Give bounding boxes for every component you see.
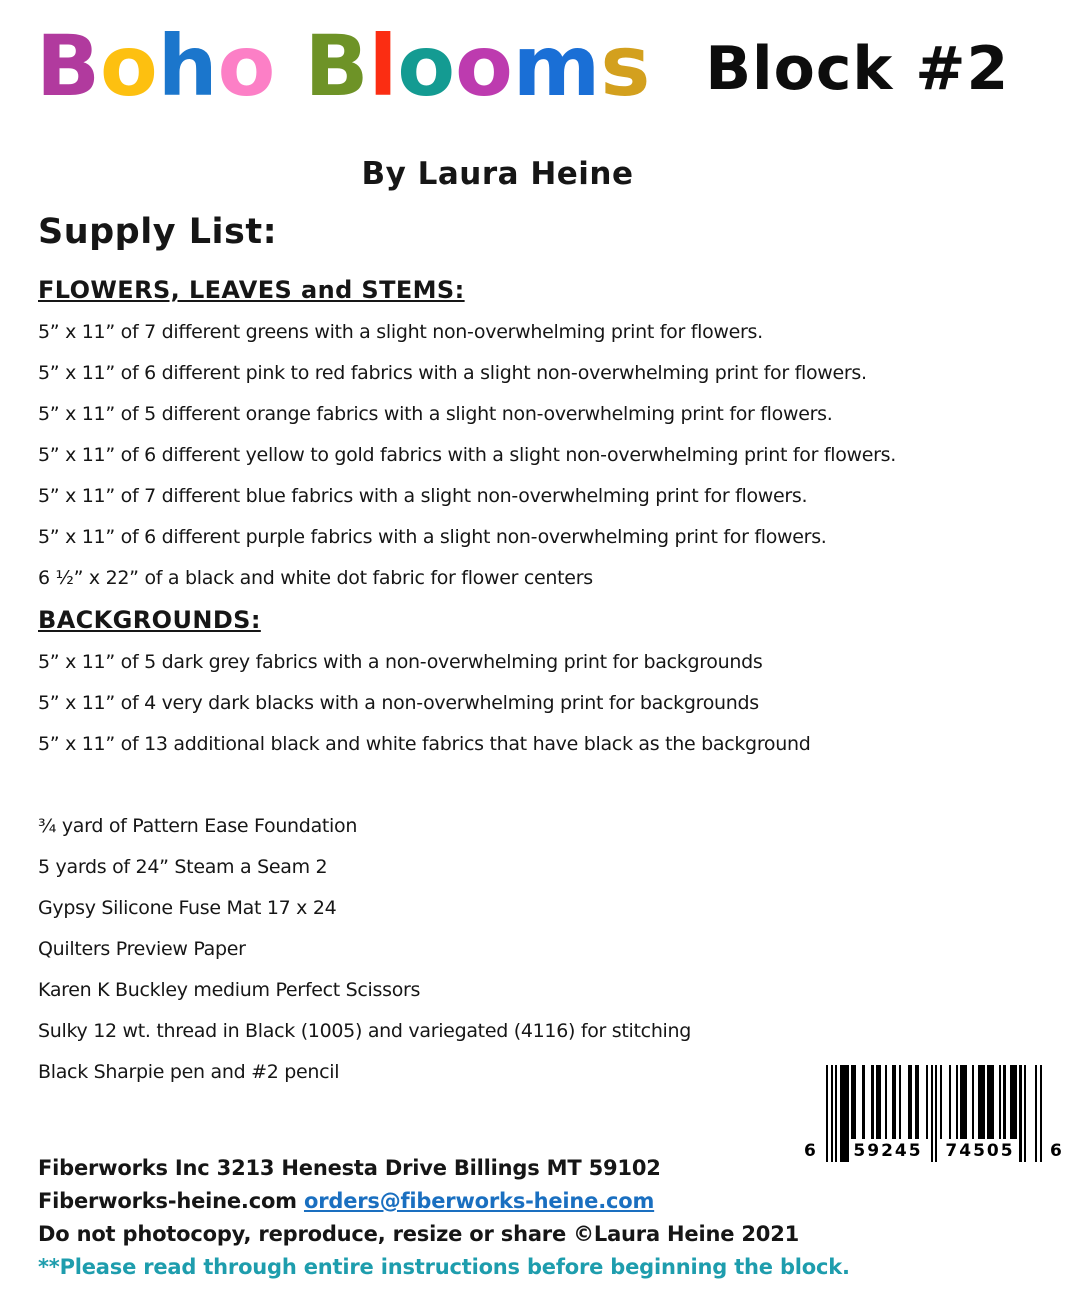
- barcode-bar: [892, 1065, 897, 1139]
- supply-item: 5” x 11” of 6 different yellow to gold fabrics with a slight non-overwhelming print for flowers.: [38, 444, 897, 466]
- supply-item: 5” x 11” of 6 different purple fabrics with a slight non-overwhelming print for flowers.: [38, 526, 827, 548]
- flowers-item-list: [38, 321, 896, 590]
- footer-address: Fiberworks Inc 3213 Henesta Drive Billings MT 59102: [38, 1156, 661, 1180]
- barcode-bar: [1010, 1065, 1017, 1139]
- barcode-left-digit: 6: [804, 1141, 816, 1161]
- title-letter: o: [455, 17, 513, 115]
- title-letter: h: [157, 17, 218, 115]
- supply-item: 6 ½” x 22” of a black and white dot fabric for flower centers: [38, 567, 593, 589]
- supply-item: 5” x 11” of 6 different pink to red fabrics with a slight non-overwhelming print for flowers.: [38, 362, 867, 384]
- supply-item: 5” x 11” of 4 very dark blacks with a non-overwhelming print for backgrounds: [38, 692, 759, 714]
- barcode-bar: [960, 1065, 967, 1139]
- barcode-bar: [1040, 1065, 1042, 1162]
- barcode-bar: [862, 1065, 864, 1139]
- barcode-bar: [978, 1065, 985, 1139]
- byline: By Laura Heine: [361, 156, 634, 192]
- barcode-right-digit: 6: [1050, 1141, 1062, 1161]
- backgrounds-section-heading: BACKGROUNDS:: [38, 606, 261, 634]
- barcode-bar: [851, 1065, 856, 1139]
- supply-item: 5” x 11” of 7 different greens with a slight non-overwhelming print for flowers.: [38, 321, 763, 343]
- supply-list-heading: Supply List:: [38, 212, 278, 252]
- barcode-bar: [926, 1065, 928, 1139]
- footer-copyright: Do not photocopy, reproduce, resize or share ©Laura Heine 2021: [38, 1222, 800, 1246]
- barcode-group2: 74505: [942, 1141, 1018, 1162]
- flowers-section: [38, 276, 896, 608]
- barcode-bar: [935, 1065, 937, 1162]
- title-letter: m: [512, 17, 601, 115]
- supply-item: Karen K Buckley medium Perfect Scissors: [38, 979, 421, 1001]
- supply-item: 5 yards of 24” Steam a Seam 2: [38, 856, 328, 878]
- barcode-bar: [908, 1065, 913, 1139]
- barcode-bar: [915, 1065, 920, 1139]
- footer-note: **Please read through entire instructions before beginning the block.: [38, 1255, 850, 1279]
- barcode-bar: [972, 1065, 974, 1139]
- supply-item: 5” x 11” of 5 dark grey fabrics with a non-overwhelming print for backgrounds: [38, 651, 763, 673]
- barcode-bar: [871, 1065, 873, 1139]
- supply-item: Black Sharpie pen and #2 pencil: [38, 1061, 340, 1083]
- supply-item: Quilters Preview Paper: [38, 938, 246, 960]
- supply-item: 5” x 11” of 13 additional black and white fabrics that have black as the background: [38, 733, 811, 755]
- barcode-bar: [876, 1065, 881, 1139]
- barcode-bar: [931, 1065, 933, 1162]
- upc-barcode: [786, 1063, 1078, 1165]
- title-row: [36, 17, 1010, 115]
- barcode-bar: [1003, 1065, 1005, 1139]
- barcode-bar: [885, 1065, 887, 1139]
- supply-item: ¾ yard of Pattern Ease Foundation: [38, 815, 358, 837]
- barcode-bar: [949, 1065, 951, 1139]
- backgrounds-section: [38, 606, 810, 774]
- barcode-bar: [1035, 1065, 1037, 1162]
- barcode-bar: [1024, 1065, 1026, 1162]
- barcode-group1: 59245: [850, 1141, 926, 1162]
- supply-item: 5” x 11” of 7 different blue fabrics with a slight non-overwhelming print for flowers.: [38, 485, 808, 507]
- barcode-bar: [1019, 1065, 1021, 1162]
- page-title: [36, 17, 651, 115]
- title-letter: B: [304, 17, 369, 115]
- footer-email-link[interactable]: orders@fiberworks-heine.com: [303, 1189, 655, 1213]
- barcode-bar: [831, 1065, 833, 1162]
- footer-contact-line: [38, 1185, 850, 1218]
- barcode-bar: [840, 1065, 849, 1162]
- title-letter: o: [397, 17, 456, 115]
- barcode-bar: [835, 1065, 837, 1162]
- barcode-bar: [956, 1065, 958, 1139]
- barcode-bars: [826, 1065, 1042, 1162]
- barcode-bar: [899, 1065, 901, 1139]
- title-letter: o: [100, 17, 158, 115]
- supply-item: 5” x 11” of 5 different orange fabrics with a slight non-overwhelming print for flowers.: [38, 403, 833, 425]
- title-letter: l: [368, 17, 398, 115]
- footer-website: Fiberworks-heine.com: [38, 1189, 304, 1213]
- title-letter: o: [217, 17, 276, 115]
- title-letter: s: [600, 17, 651, 115]
- footer: [38, 1152, 850, 1284]
- block-number: Block #2: [705, 34, 1010, 104]
- barcode-bar: [940, 1065, 942, 1139]
- supply-item: Gypsy Silicone Fuse Mat 17 x 24: [38, 897, 337, 919]
- supply-item: Sulky 12 wt. thread in Black (1005) and variegated (4116) for stitching: [38, 1020, 692, 1042]
- extra-supplies-list: [38, 815, 691, 1102]
- title-letter: B: [36, 17, 101, 115]
- flowers-section-heading: FLOWERS, LEAVES and STEMS:: [38, 276, 465, 304]
- barcode-bar: [999, 1065, 1001, 1139]
- title-letter: [275, 17, 304, 115]
- barcode-bar: [826, 1065, 828, 1162]
- barcode-bar: [987, 1065, 994, 1139]
- backgrounds-item-list: [38, 651, 810, 756]
